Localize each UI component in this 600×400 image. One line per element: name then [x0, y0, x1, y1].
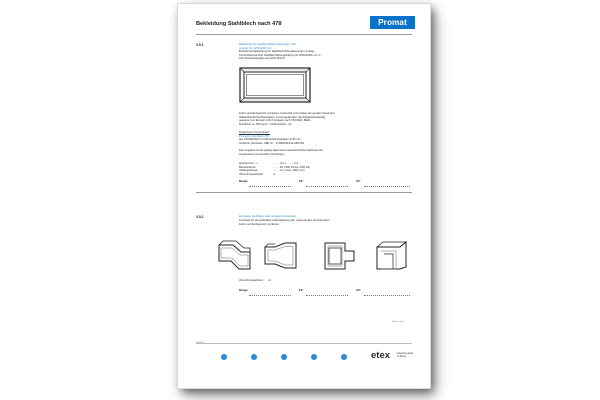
section-divider [196, 192, 412, 193]
section1-body-line: Rohdichte ca. 500 kg/m³, nichtbrennbar - A1. [239, 122, 293, 126]
unit-price-line [306, 295, 348, 296]
fitting-elbow-figure [374, 239, 409, 272]
fitting-offset-figure [217, 239, 252, 272]
total-price-line [364, 295, 410, 296]
unit-price-label: EP: [299, 289, 304, 292]
field-value: ........ Pa (-500 Pa bis +500 Pa) [273, 165, 310, 169]
unit-price-line [306, 186, 348, 187]
section-number-2: 3.5.2 [196, 215, 204, 219]
page-title: Bekleidung Stahlblech nach 478 [196, 21, 282, 27]
section1-intro-line: Brandschutzbekleidung für Stahlblechlüftungsleitungen 4-seitig, [239, 50, 315, 53]
contact-web-icon [281, 354, 287, 360]
fitting-tee-figure [321, 239, 356, 272]
total-price-label: GP: [356, 289, 361, 292]
header-divider [196, 34, 412, 35]
field-label: Abrechnungseinheit: [239, 172, 264, 176]
etex-logo: etex [371, 350, 391, 361]
offered-construction-heading: Angebotene Konstruktion: [239, 131, 270, 134]
duct-cross-section-figure [239, 66, 311, 104]
etex-tagline [397, 352, 413, 358]
section1-body-line: geeignet zum Einsatz in RLT-Anlagen nach VDI 6022, Blatt1, [239, 119, 312, 122]
field-label: Abhängerlänge: [239, 169, 258, 172]
document-page [178, 4, 430, 388]
section2-body-line: liefern und fachgerecht montieren. [239, 222, 280, 226]
field-label: Betriebsdruck: [239, 165, 257, 169]
section2-heading: Formteile, wie Bögen oder sonstige Formstücke [239, 215, 296, 218]
contact-mail-icon [251, 354, 257, 360]
promat-logo: Promat [370, 16, 415, 29]
section1-heading-line: Bekleidung für Stahlblechlüftungsleitungen, L90, [239, 43, 297, 46]
offered-line: Amtlicher Nachweis: ABP Nr. : P-3062/304/14-MPA BS [239, 141, 305, 145]
quantity-line [249, 295, 291, 296]
offered-line: aus PROMATECT-LS-Brandschutzplatten d=35 mm [239, 138, 301, 141]
quantity-line [249, 186, 291, 187]
section2-unit-value: m² [268, 279, 272, 282]
fitting-transition-figure [263, 239, 298, 272]
total-price-label: GP: [356, 180, 361, 183]
offered-product-name: Promat-Konstruktion 478 [239, 134, 269, 138]
field-label: Querschnitt i. L.: [239, 162, 259, 165]
section2-unit-label: Abrechnungseinheit: [239, 279, 264, 282]
section1-heading-line: 4-seitig, bis 1250x1000 mm [239, 46, 272, 50]
page-footer [178, 321, 430, 385]
section1-body-line: liefern und fachgerecht montieren, horizontal und vertikal, als gerader Kanal aus [239, 112, 335, 115]
quantity-label: Menge: [239, 180, 249, 183]
contact-phone-icon [221, 354, 227, 360]
notice-line: angebotenen Konstruktion beizufügen. [239, 152, 286, 156]
quantity-label: Menge: [239, 289, 249, 292]
field-value: ........ mm x ........ mm [273, 162, 299, 165]
etex-tagline-line: of living [397, 355, 406, 358]
footer-doc-code: 03/2020 [196, 342, 204, 344]
footer-divider [196, 343, 412, 344]
contact-location-icon [311, 354, 317, 360]
field-value: ........ mm (max. 3000 mm) [273, 169, 305, 172]
etex-tagline-line: inspiring ways [397, 352, 414, 355]
footer-page-number: Seite 1 von 2 [392, 321, 405, 323]
section1-intro-line: L90 (feuerbeständig) nach DIN 4102-6. [239, 57, 286, 60]
section1-intro-line: Konstruktionsschnitt Stahlblechlüftungsleitung bis 1250x1000 mm i.L., [239, 53, 323, 57]
contact-social-icon [341, 354, 347, 360]
section-number-1: 3.5.1 [196, 43, 204, 47]
total-price-line [364, 186, 410, 187]
unit-price-label: EP: [299, 180, 304, 183]
section1-body-line: Silikat-Brandschutzbauplatten, zementgebunden, feuchtigkeitsbeständig, [239, 115, 326, 119]
section2-body-line: Formteile für die bekleidete Lüftungsleitung der vorgenannten Grundposition, [239, 219, 331, 222]
field-value: m [273, 172, 276, 176]
notice-line: Dem Angebot ist der gültige allgemeine bauaufsichtliche Nachweis der [239, 149, 323, 152]
